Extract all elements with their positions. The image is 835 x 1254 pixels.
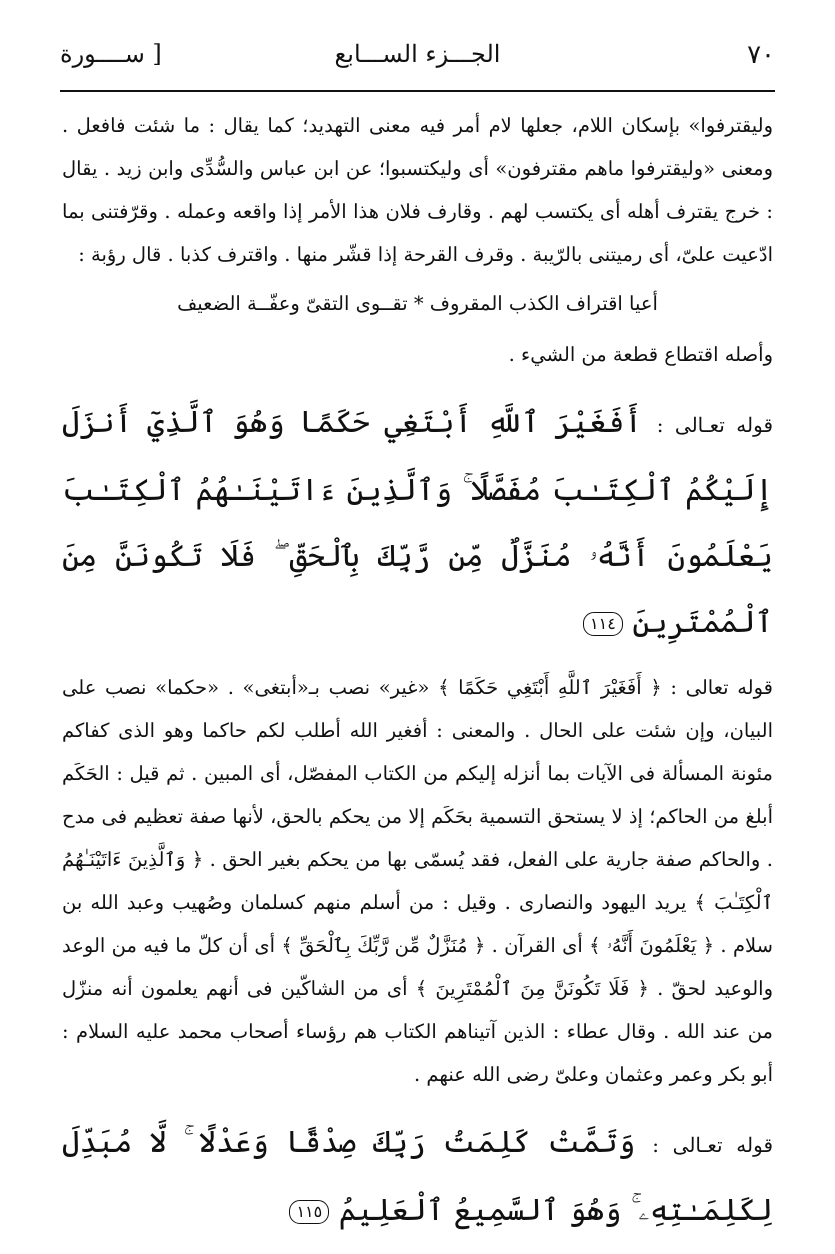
quran-verse-114 bbox=[62, 390, 773, 656]
ayah-number-marker: ١١٤ bbox=[583, 612, 623, 636]
poem-verse: أعيا اقتراف الكذب المقروف * تقــوى التقىّ وعفّــة الضعيف bbox=[177, 292, 658, 315]
verse-lead: قوله تعـالى : bbox=[656, 413, 774, 437]
verse-text: وَتَمَّتْ كَلِمَتُ رَبِّكَ صِدْقًا وَعَدْلًا ۚ لَّا مُبَدِّلَ لِكَلِمَـٰتِهِۦ ۚ وَهُوَ ٱلسَّمِيعُ ٱلْعَلِيمُ bbox=[62, 1125, 773, 1228]
page-body bbox=[62, 104, 773, 1254]
page-header bbox=[60, 38, 775, 82]
paragraph-2: وأصله اقتطاع قطعة من الشيء . bbox=[508, 343, 773, 366]
header-rule bbox=[60, 90, 775, 92]
surah-label: [ ســــورة bbox=[60, 40, 162, 68]
ayah-number-marker: ١١٥ bbox=[289, 1200, 329, 1224]
verse-lead: قوله تعـالى : bbox=[652, 1133, 774, 1157]
paragraph-1: وليقترفوا» بإسكان اللام، جعلها لام أمر فيه معنى التهديد؛ كما يقال : ما شئت فافعل . ومعنى «وليقترفوا ماهم مقترفون» أى وليكتسبوا؛ عن ابن عباس والسُّدِّى وابن زيد . يقال : خرج يقترف أهله أى يكتسب لهم . وقارف فلان هذا الأمر إذا واقعه وعمله . وقرّفتنى بما ادّعيت علىّ، أى رميتنى بالرّيبة . وقرف القرحة إذا قشّر منها . واقترف كذبا . قال رؤبة : bbox=[62, 114, 773, 266]
page-number: ٧٠ bbox=[747, 40, 775, 70]
running-title: الجـــزء الســـابع bbox=[334, 40, 501, 68]
verse-text: أَفَغَيْرَ ٱللَّهِ أَبْتَغِي حَكَمًا وَهُوَ ٱلَّذِيٓ أَنزَلَ إِلَيْكُمُ ٱلْكِتَـٰبَ مُفَصَّلًا ۚ وَٱلَّذِينَ ءَاتَيْنَـٰهُمُ ٱلْكِتَـٰبَ يَعْلَمُونَ أَنَّهُۥ مُنَزَّلٌ مِّن رَّبِّكَ بِٱلْحَقِّ ۖ فَلَا تَكُونَنَّ مِنَ ٱلْمُمْتَرِينَ bbox=[62, 405, 773, 640]
quran-verse-115 bbox=[62, 1110, 773, 1244]
commentary-paragraph: قوله تعالى : ﴿ أَفَغَيْرَ ٱللَّهِ أَبْتَغِي حَكَمًا ﴾ «غير» نصب بـ«أبتغى» . «حكما» نصب على البيان، وإن شئت على الحال . والمعنى : أفغير الله أطلب لكم حاكما وهو الذى كفاكم مئونة المسألة فى الآيات بما أنزله إليكم من الكتاب المفصّل، أى المبين . ثم قيل : الحَكَم أبلغ من الحاكم؛ إذ لا يستحق التسمية بحَكَم إلا من يحكم بالحق، لأنها صفة تعظيم فى مدح . والحاكم صفة جارية على الفعل، فقد يُسمّى بها من يحكم بغير الحق . ﴿ وَٱلَّذِينَ ءَاتَيْنَـٰهُمُ ٱلْكِتَـٰبَ ﴾ يريد اليهود والنصارى . وقيل : من أسلم منهم كسلمان وصُهيب وعبد الله بن سلام . ﴿ يَعْلَمُونَ أَنَّهُۥ ﴾ أى القرآن . ﴿ مُنَزَّلٌ مِّن رَّبِّكَ بِٱلْحَقِّ ﴾ أى أن كلّ ما فيه من الوعد والوعيد لحقّ . ﴿ فَلَا تَكُونَنَّ مِنَ ٱلْمُمْتَرِينَ ﴾ أى من الشاكّين فى أنهم يعلمون أنه منزّل من عند الله . وقال عطاء : الذين آتيناهم الكتاب هم رؤساء أصحاب محمد عليه السلام : أبو بكر وعمر وعثمان وعلىّ رضى الله عنهم . bbox=[62, 676, 773, 1086]
